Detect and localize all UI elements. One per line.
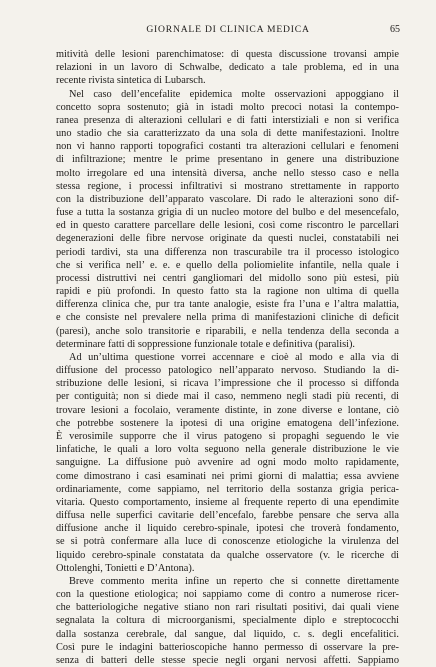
text-line: differenza clinica che, pur tra tante analogie, esiste fra l’una e l’altra malattia, xyxy=(56,299,399,311)
text-line: Ottolenghi, Tonietti e D’Antona). xyxy=(56,562,195,574)
text-line: come dimostrano i casi esaminati nei primi giorni di malattia; essa avviene xyxy=(56,470,399,482)
text-line: periodi tardivi, sta una differenza non trascurabile tra il processo istologico xyxy=(56,246,399,258)
text-line: senza di batteri delle stesse specie negli organi nervosi affetti. Sappiamo xyxy=(56,654,399,666)
text-line: ordinariamente, come sappiamo, nel territorio della sostanza grigia perica- xyxy=(56,483,399,495)
text-line: degenerazioni delle fibre nervose originate da questi nuclei, constatabili nei xyxy=(56,233,399,245)
text-line: diffusione anche il liquido cerebro-spinale, ipotesi che troverà fondamento, xyxy=(56,523,399,535)
text-line: dalla sostanza cerebrale, dal sangue, dal liquido, c. s. degli encefalitici. xyxy=(56,628,399,640)
text-line: Breve commento merita infine un reperto che si connette direttamente xyxy=(69,575,399,587)
text-line: diffusione del processo patologico nell’apparato nervoso. Studiando la di- xyxy=(56,365,399,377)
text-line: linfatiche, le quali a loro volta seguono nella generale distribuzione le vie xyxy=(56,444,399,456)
text-line: liquido cerebro-spinale constatata da qualche osservatore (v. le ricerche di xyxy=(56,549,399,561)
text-line: (paresi), anche solo transitorie e riparabili, e nella tendenza della seconda a xyxy=(56,325,399,337)
text-line: di infiltrazione; mentre le prime presentano in genere una distribuzione xyxy=(56,154,399,166)
text-line: Così pure le indagini batterioscopiche hanno permesso di osservare la pre- xyxy=(56,641,399,653)
text-line: ed in questo carattere parcellare delle lesioni, così come riscontro le parcellari xyxy=(56,220,399,232)
text-line: recente rivista sintetica di Lubarsch. xyxy=(56,75,206,87)
text-line: molto irregolare ed una intensità diversa, anche nello stesso caso e nella xyxy=(56,167,399,179)
text-line: uno stadio che sia caratterizzato da una sola di dette manifestazioni. Inoltre xyxy=(56,128,399,140)
text-line: concetto sopra sostenuto; già in istadi molto precoci notasi la contempo- xyxy=(56,101,399,113)
text-line: sanguigne. La diffusione può avvenire ad ogni modo molto rapidamente, xyxy=(56,457,399,469)
text-line: relazioni in un lavoro di Schwalbe, dedicato a tale problema, ed in una xyxy=(56,62,399,74)
text-line: che potrebbe sostenere la ipotesi di una origine ematogena dell’infezione. xyxy=(56,417,399,429)
text-line: processi distruttivi nei centri gangliomari del midollo sono più estesi, più xyxy=(56,272,399,284)
text-line: segnalata la coltura di microorganismi, specialmente diplo e streptococchi xyxy=(56,615,399,627)
text-line: diffusa nelle superfici cavitarie dell’encefalo, farebbe pensare che serva alla xyxy=(56,510,399,522)
running-header xyxy=(56,24,400,38)
text-line: se si potrà confermare alla luce di conoscenze etiologiche la virulenza del xyxy=(56,536,399,548)
text-line: ranea presenza di alterazioni cellulari e di fatti interstiziali e non si verifica xyxy=(56,114,399,126)
text-line: che batteriologiche negative stiano non rari risultati positivi, dai quali viene xyxy=(56,602,399,614)
text-line: con la questione etiologica; noi sappiamo come di contro a numerose ricer- xyxy=(56,589,399,601)
body-text xyxy=(56,48,399,667)
text-line: mitività delle lesioni parenchimatose: di questa discussione trovansi ampie xyxy=(56,49,399,60)
text-line: trovare lesioni a focolaio, veramente distinte, in zone diverse e lontane, ciò xyxy=(56,404,399,416)
text-line: stessa regione, i processi infiltrativi si mostrano strettamente in rapporto xyxy=(56,180,399,192)
text-line: e che consiste nel prevalere nella prima di manifestazioni cliniche di deficit xyxy=(56,312,399,324)
text-line: che si verifica nell’ e. e. e quello della poliomielite infantile, nella quale i xyxy=(56,259,399,271)
text-line: vitaria. Questo comportamento, insieme al frequente reperto di una ependimite xyxy=(56,496,399,508)
text-line: per contiguità; non si diede mai il caso, nemmeno negli stadi più recenti, di xyxy=(56,391,399,403)
text-line: È verosimile supporre che il virus patogeno si propaghi seguendo le vie xyxy=(56,430,399,442)
text-line: stribuzione delle lesioni, si ricava l’impressione che il processo si diffonda xyxy=(56,378,399,390)
text-line: con la distribuzione dell’apparato vascolare. Di rado le alterazioni sono dif- xyxy=(56,193,399,205)
text-line: Nel caso dell’encefalite epidemica molte osservazioni appoggiano il xyxy=(69,88,399,100)
page-number: 65 xyxy=(390,24,400,35)
text-line: determinare fatti di soppressione funzionale totale e definitiva (paralisi). xyxy=(56,338,355,350)
journal-title: GIORNALE DI CLINICA MEDICA xyxy=(146,24,310,35)
text-line: rapidi e più profondi. In questo fatto sta la ragione non ultima di quella xyxy=(56,286,399,298)
text-line: Ad un’ultima questione vorrei accennare e cioè al modo e alla via di xyxy=(69,351,399,363)
text-line: fuse a tutta la sostanza grigia di un nucleo motore del bulbo e del mesencefalo, xyxy=(56,207,399,219)
text-line: non vi hanno rapporti topografici costanti tra alterazioni cellulari e fenomeni xyxy=(56,141,399,153)
